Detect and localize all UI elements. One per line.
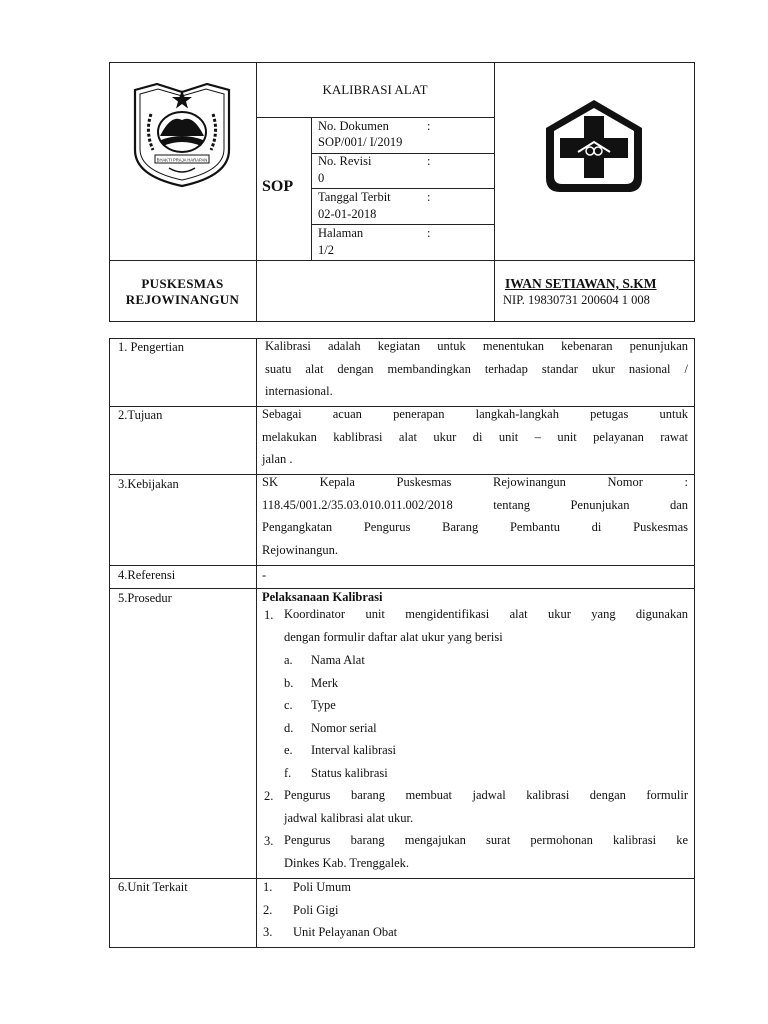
document-title: KALIBRASI ALAT [322,82,428,97]
signer-name: IWAN SETIAWAN, S.KM [505,276,657,291]
referensi-value: - [262,568,267,582]
signer-nip: NIP. 19830731 200604 1 008 [503,293,650,307]
org-name-line2: REJOWINANGUN [125,292,240,307]
org-name-line1: PUSKESMAS [141,276,224,291]
regional-emblem-logo [131,80,233,190]
section-label-tujuan: 2.Tujuan [118,408,163,422]
tujuan-text: Sebagai acuan penerapan langkah-langkah petugas untuk melakukan kablibrasi alat ukur di unit – unit pelayanan rawat jalan . [262,407,688,467]
section-label-prosedur: 5.Prosedur [118,591,172,605]
puskesmas-logo [542,98,646,196]
kebijakan-text: SK Kepala Puskesmas Rejowinangun Nomor : 118.45/001.2/35.03.010.011.002/2018 tentang Penunjukan dan Pengangkatan Pengurus Barang Pembantu di Puskesmas Rejowinangun. [262,475,688,557]
section-label-referensi: 4.Referensi [118,568,176,582]
section-label-pengertian: 1. Pengertian [118,340,184,354]
section-label-kebijakan: 3.Kebijakan [118,477,179,491]
pengertian-text: Kalibrasi adalah kegiatan untuk menentukan kebenaran penunjukan suatu alat dengan membandingkan terhadap standar ukur nasional / internasional. [265,339,688,399]
sop-label: SOP [262,178,294,195]
prosedur-heading: Pelaksanaan Kalibrasi [262,590,383,604]
logo-left-text: BHAKTI PRAJA HARAPAN [156,157,208,163]
section-label-unit-terkait: 6.Unit Terkait [118,880,188,894]
